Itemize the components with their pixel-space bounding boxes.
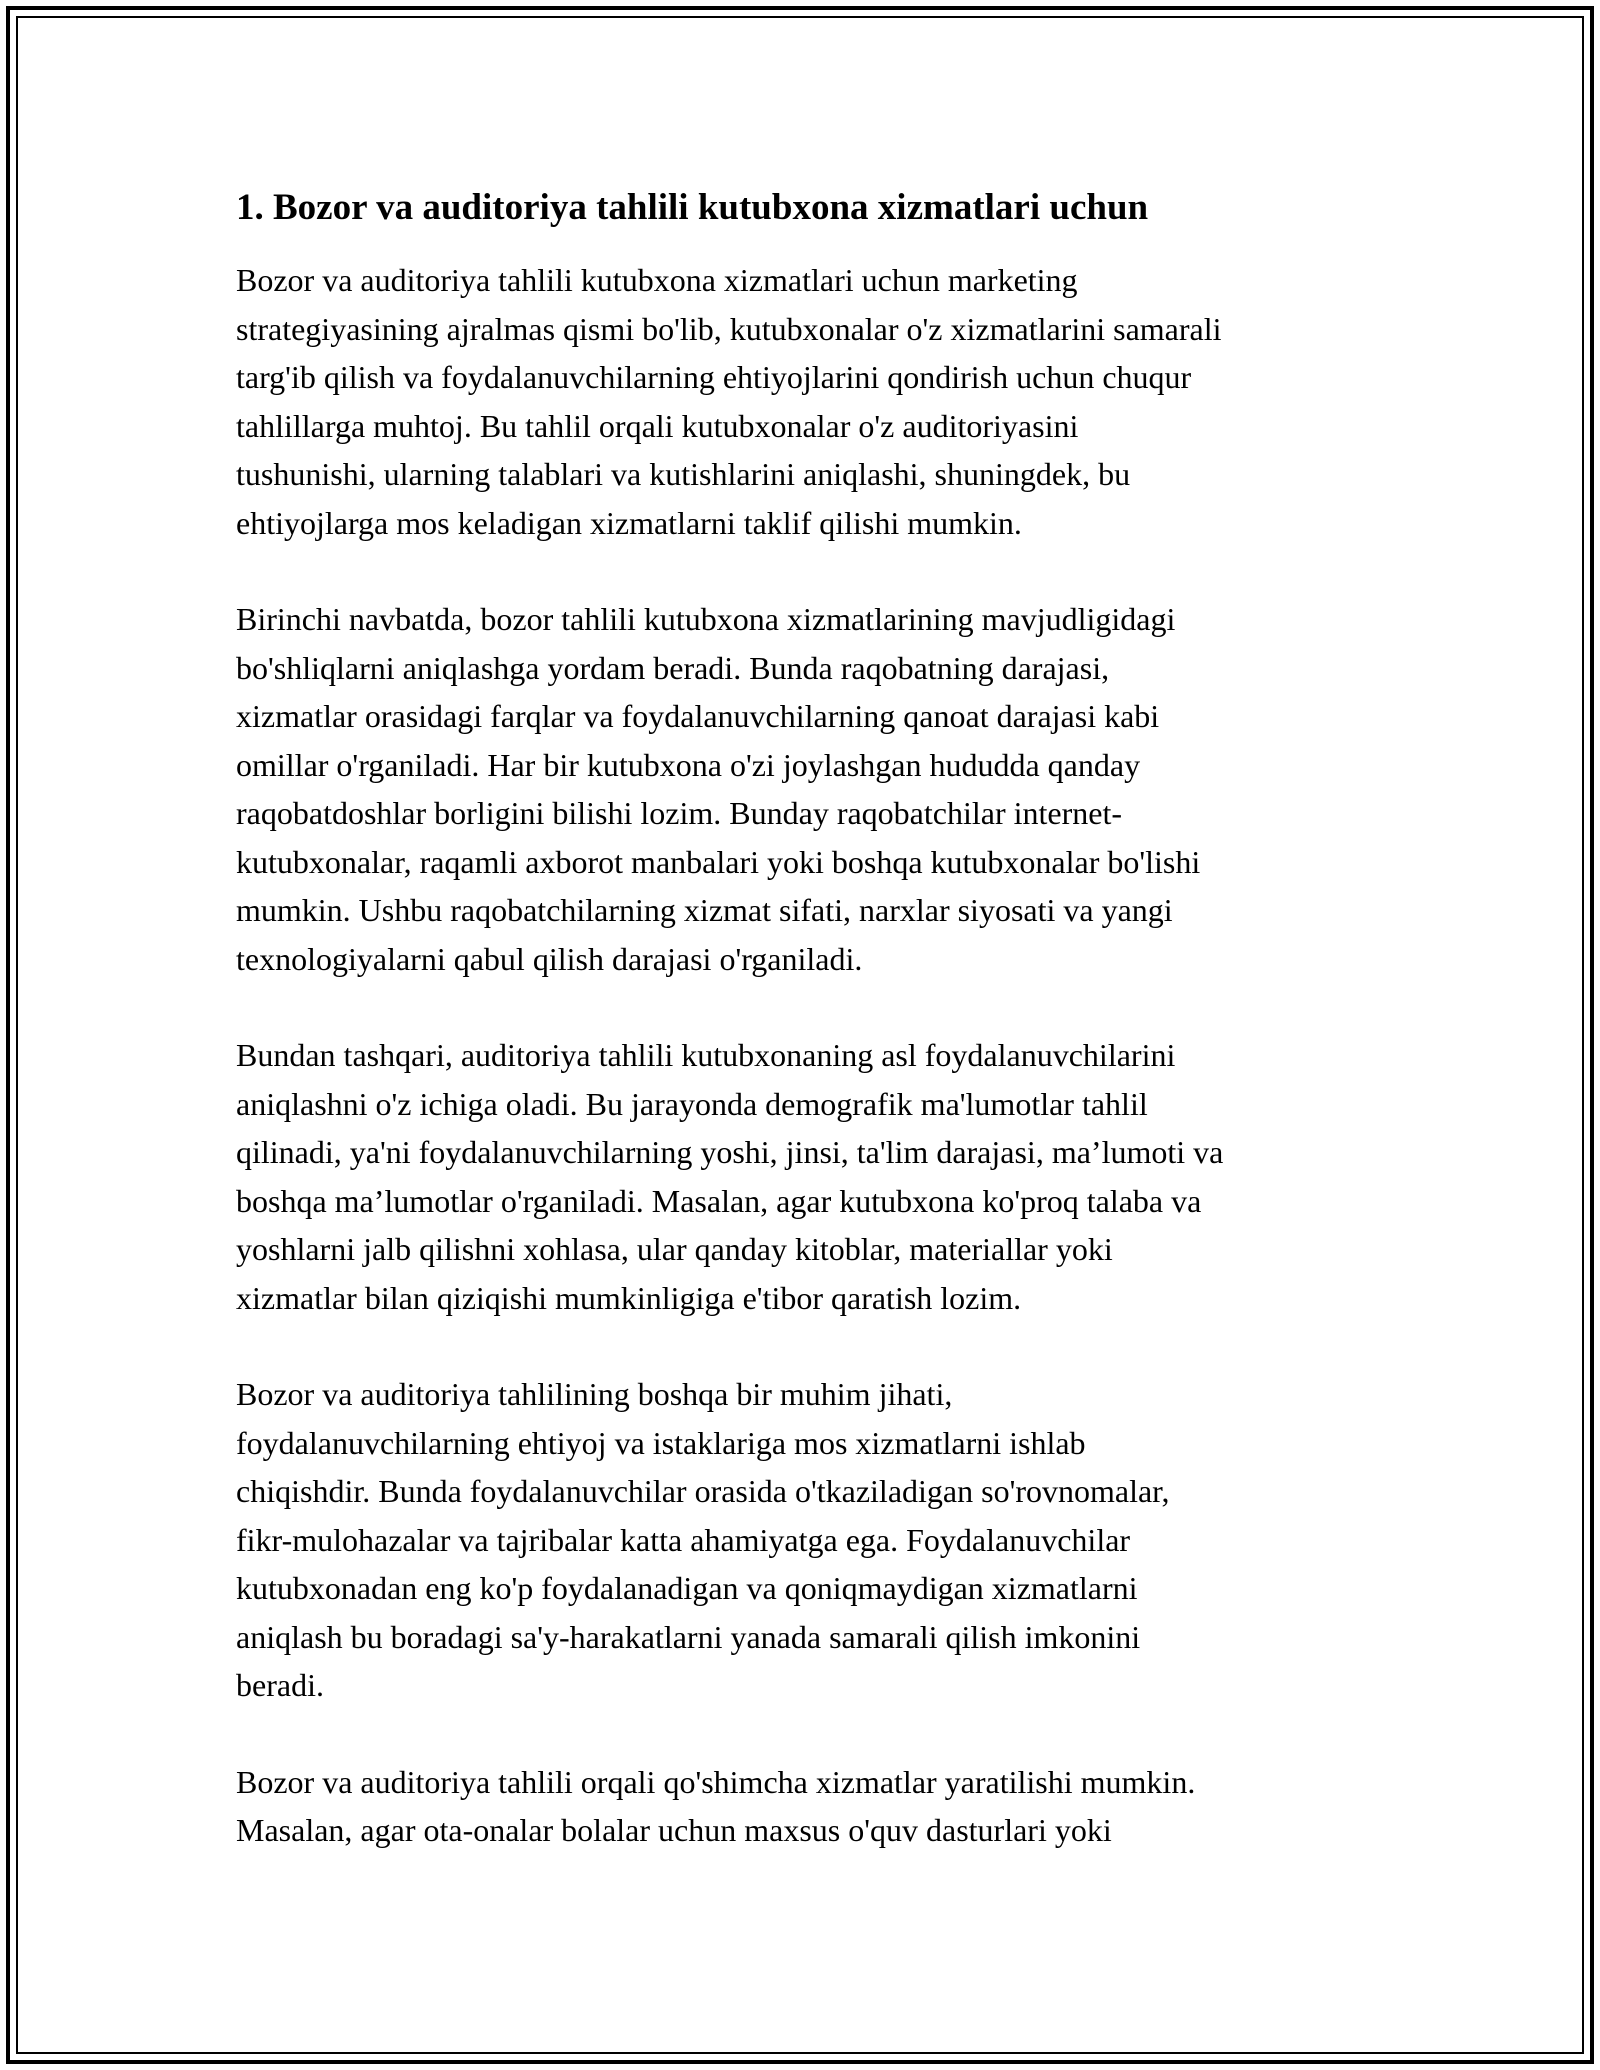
text-line: texnologiyalarni qabul qilish darajasi o'rganiladi. [236, 940, 863, 977]
text-line: mumkin. Ushbu raqobatchilarning xizmat sifati, narxlar siyosati va yangi [236, 892, 1173, 928]
text-line: aniqlash bu boradagi sa'y-harakatlarni yanada samarali qilish imkonini [236, 1618, 1141, 1655]
text-line: omillar o'rganiladi. Har bir kutubxona o'zi joylashgan hududda qanday [236, 746, 1141, 783]
text-line: Bozor va auditoriya tahlili kutubxona xizmatlari uchun marketing [236, 262, 1078, 298]
text-line: kutubxonalar, raqamli axborot manbalari yoki boshqa kutubxonalar bo'lishi [236, 843, 1201, 880]
text-line: strategiyasining ajralmas qismi bo'lib, kutubxonalar o'z xizmatlarini samarali [236, 310, 1222, 347]
text-line: Bozor va auditoriya tahlili orqali qo'shimcha xizmatlar yaratilishi mumkin. [236, 1763, 1196, 1800]
text-line: kutubxonadan eng ko'p foydalanadigan va qoniqmaydigan xizmatlarni [236, 1570, 1138, 1606]
text-line: foydalanuvchilarning ehtiyoj va istaklariga mos xizmatlarni ishlab [236, 1424, 1086, 1461]
text-line: xizmatlar bilan qiziqishi mumkinligiga e'tibor qaratish lozim. [236, 1279, 1022, 1316]
text-line: Bundan tashqari, auditoriya tahlili kutubxonaning asl foydalanuvchilarini [236, 1037, 1176, 1073]
text-line: Masalan, agar ota-onalar bolalar uchun maxsus o'quv dasturlari yoki [236, 1812, 1112, 1848]
text-line: fikr-mulohazalar va tajribalar katta ahamiyatga ega. Foydalanuvchilar [236, 1521, 1131, 1558]
paragraph-1 [236, 256, 1376, 547]
document-body [236, 184, 1376, 1903]
text-line: raqobatdoshlar borligini bilishi lozim. Bunday raqobatchilar internet- [236, 795, 1122, 831]
text-line: aniqlashni o'z ichiga oladi. Bu jarayonda demografik ma'lumotlar tahlil [236, 1085, 1148, 1122]
text-line: ehtiyojlarga mos keladigan xizmatlarni taklif qilishi mumkin. [236, 504, 1022, 541]
text-line: tahlillarga muhtoj. Bu tahlil orqali kutubxonalar o'z auditoriyasini [236, 407, 1079, 444]
text-line: targ'ib qilish va foydalanuvchilarning ehtiyojlarini qondirish uchun chuqur [236, 359, 1192, 395]
paragraph-3 [236, 1031, 1376, 1322]
text-line: tushunishi, ularning talablari va kutishlarini aniqlashi, shuningdek, bu [236, 456, 1131, 492]
text-line: xizmatlar orasidagi farqlar va foydalanuvchilarning qanoat darajasi kabi [236, 698, 1160, 734]
text-line: yoshlarni jalb qilishni xohlasa, ular qanday kitoblar, materiallar yoki [236, 1231, 1113, 1267]
section-heading: 1. Bozor va auditoriya tahlili kutubxona xizmatlari uchun [236, 187, 1149, 228]
text-line: beradi. [236, 1667, 324, 1703]
text-line: boshqa ma’lumotlar o'rganiladi. Masalan, agar kutubxona ko'proq talaba va [236, 1182, 1202, 1219]
text-line: qilinadi, ya'ni foydalanuvchilarning yoshi, jinsi, ta'lim darajasi, ma’lumoti va [236, 1134, 1224, 1170]
text-line: Birinchi navbatda, bozor tahlili kutubxona xizmatlarining mavjudligidagi [236, 601, 1176, 637]
paragraph-5 [236, 1758, 1376, 1855]
paragraph-2 [236, 595, 1376, 983]
text-line: bo'shliqlarni aniqlashga yordam beradi. Bunda raqobatning darajasi, [236, 649, 1110, 686]
text-line: chiqishdir. Bunda foydalanuvchilar orasida o'tkaziladigan so'rovnomalar, [236, 1473, 1170, 1509]
text-line: Bozor va auditoriya tahlilining boshqa bir muhim jihati, [236, 1376, 953, 1412]
paragraph-4 [236, 1370, 1376, 1710]
